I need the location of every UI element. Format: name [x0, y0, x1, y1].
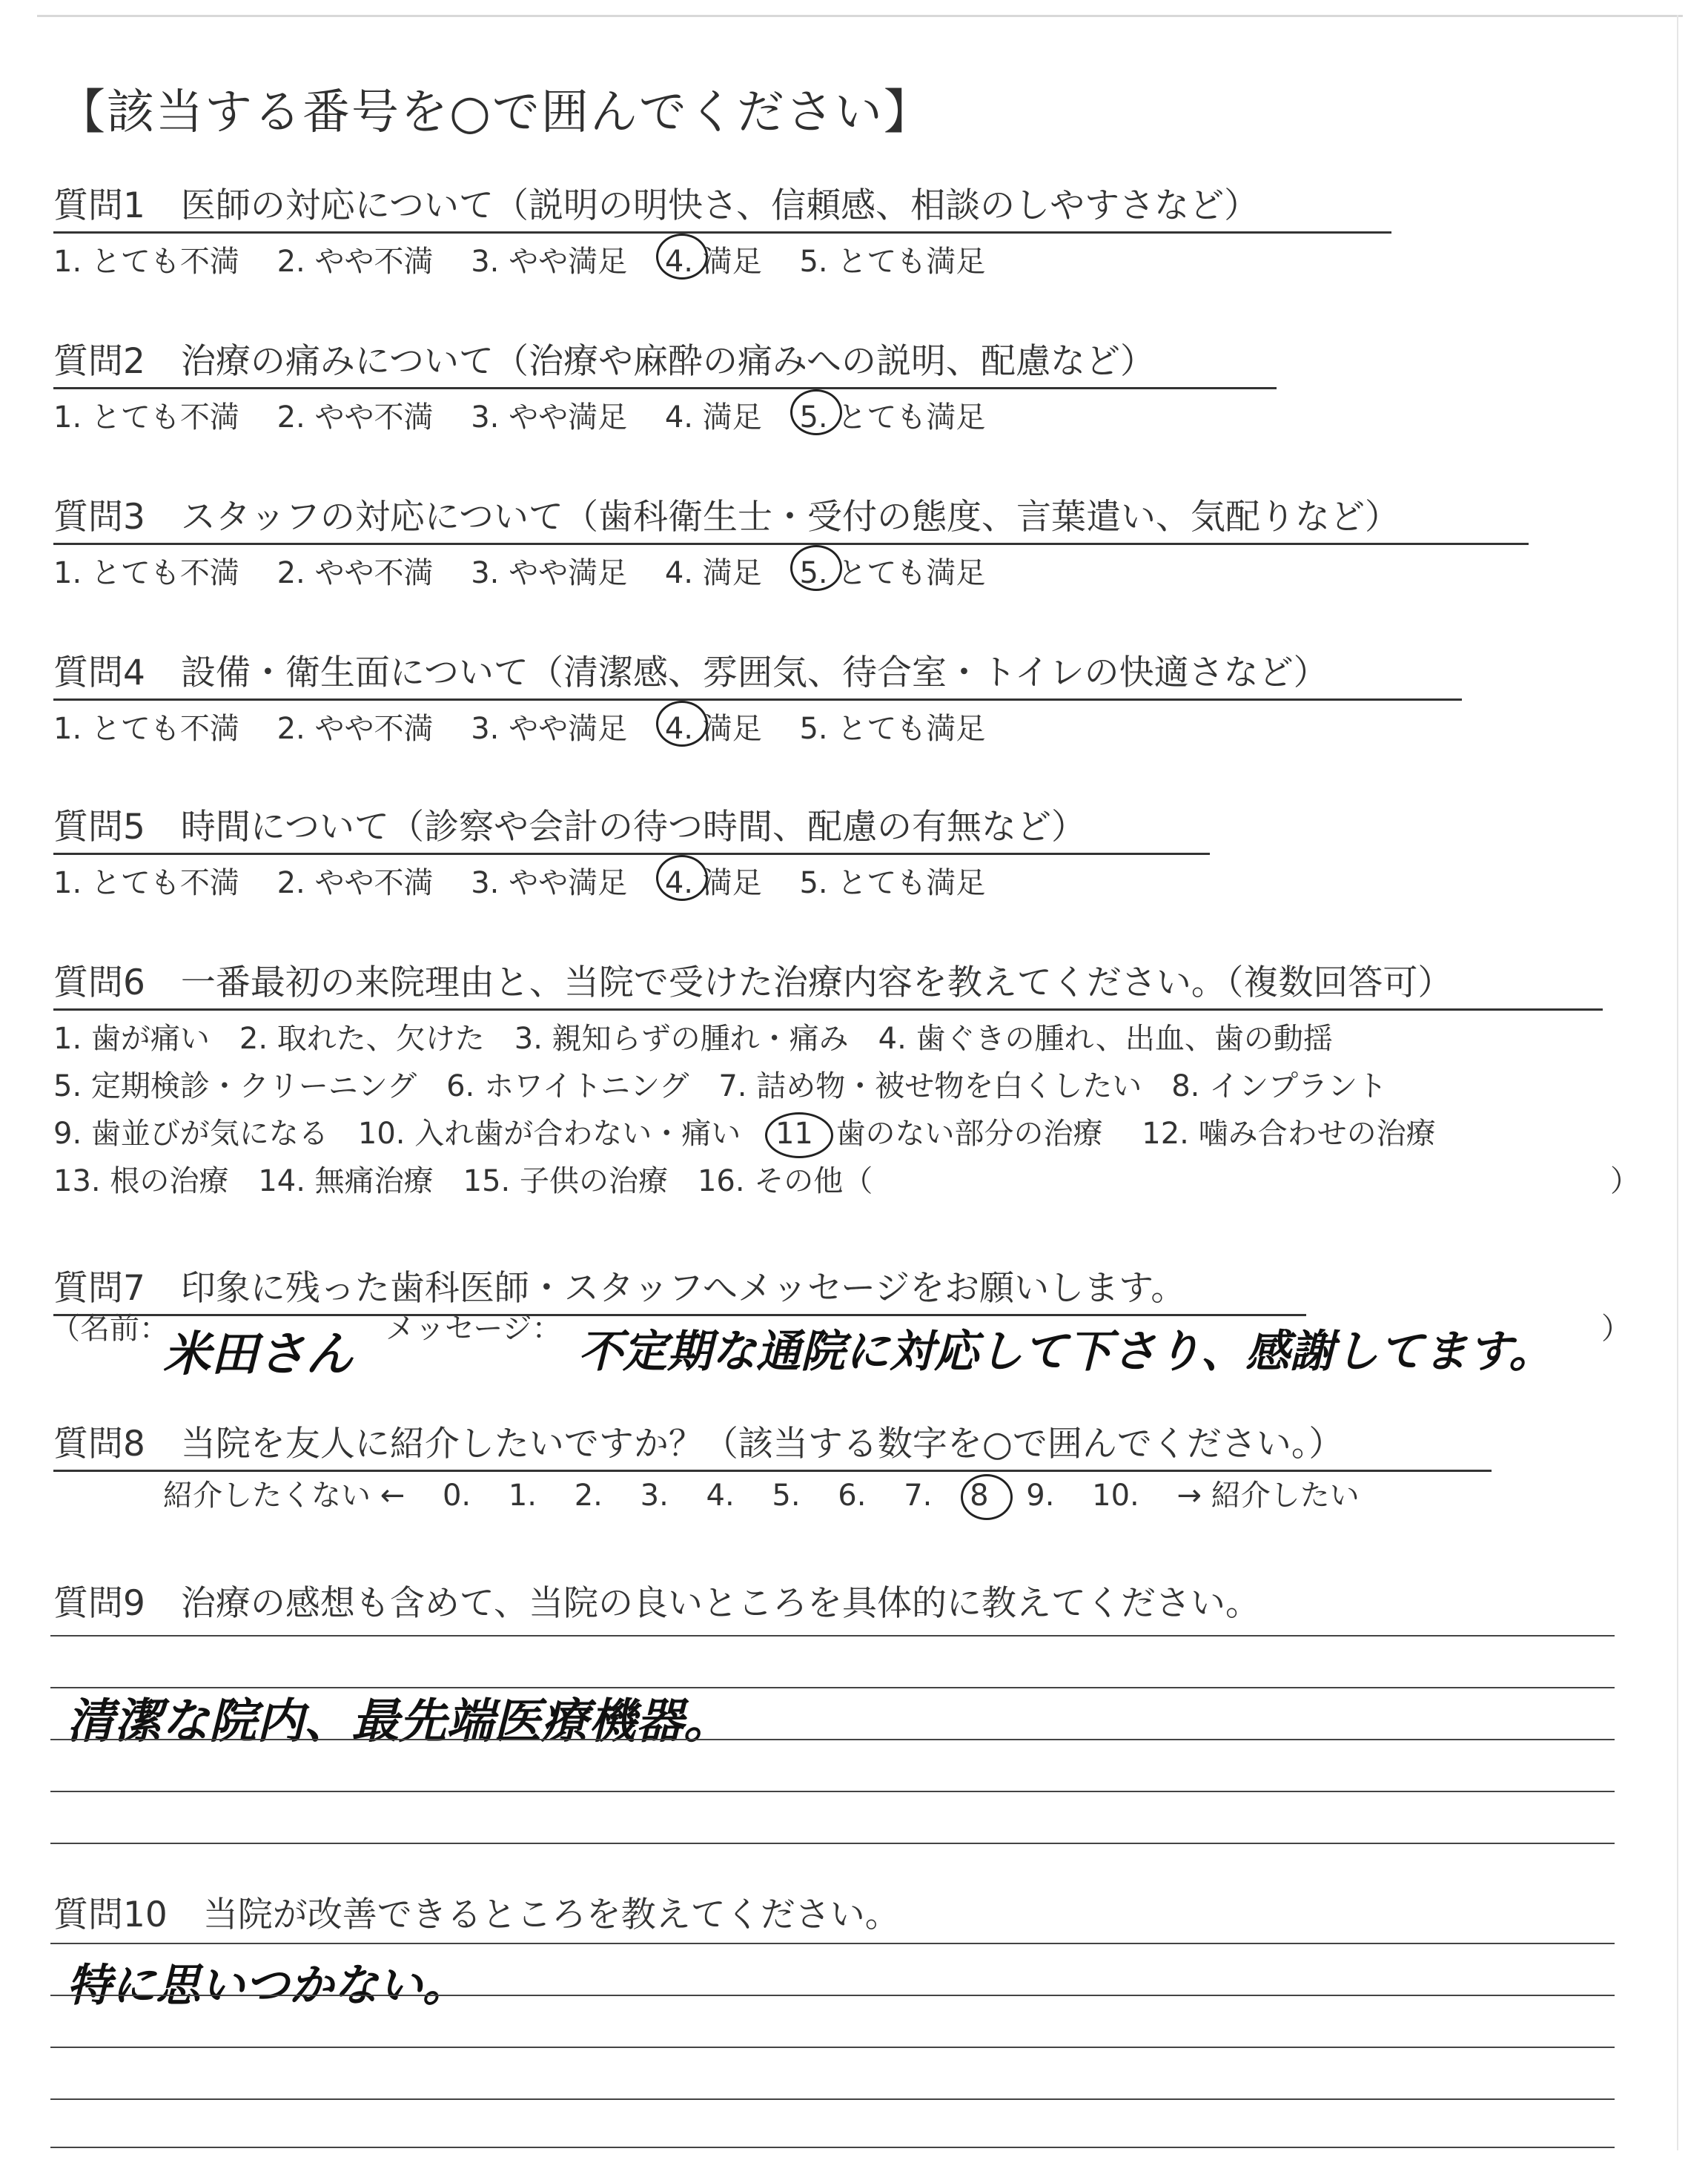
option-4-circled[interactable]: 4. 満足 — [665, 705, 762, 747]
page-edge-right — [1677, 15, 1678, 2150]
question-number: 質問7 — [53, 1268, 145, 1309]
answer-line — [50, 1995, 1615, 1996]
answer-line — [50, 1843, 1615, 1844]
question-number: 質問3 — [53, 497, 145, 538]
answer-line — [50, 2098, 1615, 2100]
message-label-row — [385, 1305, 562, 1347]
q6-option-line-1[interactable]: 1. 歯が痛い 2. 取れた、欠けた 3. 親知らずの腫れ・痛み 4. 歯ぐきの腫れ、出血、歯の動揺 — [53, 1022, 1333, 1056]
option-1[interactable]: 1. とても不満 — [53, 866, 239, 900]
option-3[interactable]: 3. やや満足 — [471, 400, 628, 435]
q6-option-11-text[interactable]: 歯のない部分の治療 — [835, 1117, 1103, 1151]
question-4 — [53, 645, 1655, 747]
answer-options — [53, 238, 1655, 280]
q6-option-line-2[interactable]: 5. 定期検診・クリーニング 6. ホワイトニング 7. 詰め物・被せ物を白くしたい 8. インプラント — [53, 1069, 1388, 1103]
question-4-title — [53, 645, 1328, 699]
scale-10[interactable]: 10. — [1092, 1479, 1139, 1513]
question-9-title — [53, 1576, 1260, 1630]
scale-5[interactable]: 5. — [772, 1479, 801, 1513]
answer-line — [50, 2147, 1615, 2148]
option-2[interactable]: 2. やや不満 — [277, 712, 434, 746]
option-3[interactable]: 3. やや満足 — [471, 866, 628, 900]
option-2[interactable]: 2. やや不満 — [277, 556, 434, 590]
question-6 — [53, 955, 1655, 1205]
question-number: 質問9 — [53, 1583, 145, 1624]
question-number: 質問4 — [53, 653, 145, 693]
question-8 — [53, 1416, 1655, 1470]
q6-options — [53, 1015, 1655, 1205]
handwritten-answer-q10[interactable]: 特に思いつかない。 — [67, 1960, 467, 2012]
question-1 — [53, 178, 1655, 280]
question-text: 設備・衛生面について（清潔感、雰囲気、待合室・トイレの快適さなど） — [180, 653, 1328, 693]
recommend-scale — [163, 1472, 1388, 1514]
message-row — [50, 1305, 169, 1347]
question-7 — [53, 1261, 1655, 1315]
scale-3[interactable]: 3. — [640, 1479, 669, 1513]
option-4-circled[interactable]: 4. 満足 — [665, 859, 762, 902]
option-1[interactable]: 1. とても不満 — [53, 245, 239, 279]
question-text: 治療の痛みについて（治療や麻酔の痛みへの説明、配慮など） — [180, 341, 1156, 382]
q6-option-11-circled[interactable]: 11 — [775, 1117, 813, 1151]
question-3 — [53, 489, 1655, 592]
question-number: 質問5 — [53, 807, 145, 848]
option-5[interactable]: 5. とても満足 — [799, 245, 986, 279]
message-label: メッセージ： — [385, 1312, 562, 1346]
question-number: 質問10 — [53, 1895, 168, 1935]
option-5-circled[interactable]: 5. とても満足 — [799, 394, 985, 436]
question-number: 質問8 — [53, 1424, 145, 1464]
question-2 — [53, 334, 1655, 436]
option-3[interactable]: 3. やや満足 — [471, 245, 628, 279]
scale-7[interactable]: 7. — [904, 1479, 933, 1513]
question-text: 治療の感想も含めて、当院の良いところを具体的に教えてください。 — [180, 1583, 1260, 1624]
option-3[interactable]: 3. やや満足 — [471, 712, 628, 746]
q6-close-paren: ） — [1610, 1164, 1640, 1198]
option-1[interactable]: 1. とても不満 — [53, 712, 239, 746]
question-text: 印象に残った歯科医師・スタッフへメッセージをお願いします。 — [180, 1268, 1186, 1309]
question-3-title — [53, 489, 1400, 544]
question-underline — [53, 698, 1462, 701]
option-5[interactable]: 5. とても満足 — [799, 866, 986, 900]
option-3[interactable]: 3. やや満足 — [471, 556, 628, 590]
question-text: 時間について（診察や会計の待つ時間、配慮の有無など） — [180, 807, 1086, 848]
answer-line — [50, 1791, 1615, 1792]
message-close-paren: ） — [1601, 1312, 1631, 1346]
question-6-title — [53, 955, 1452, 1009]
q6-option-line-4-text[interactable]: 13. 根の治療 14. 無痛治療 15. 子供の治療 16. その他（ — [53, 1164, 873, 1198]
question-text: 医師の対応について（説明の明快さ、信頼感、相談のしやすさなど） — [180, 185, 1260, 226]
scale-6[interactable]: 6. — [838, 1479, 867, 1513]
question-underline — [53, 853, 1210, 855]
question-text: 当院を友人に紹介したいですか？（該当する数字を○で囲んでください。） — [180, 1424, 1344, 1464]
scale-9[interactable]: 9. — [1026, 1479, 1055, 1513]
question-5-title — [53, 799, 1086, 853]
option-2[interactable]: 2. やや不満 — [277, 866, 434, 900]
q6-option-line-4 — [53, 1157, 1655, 1205]
scale-0[interactable]: 0. — [442, 1479, 471, 1513]
option-5[interactable]: 5. とても満足 — [799, 712, 986, 746]
question-text: 当院が改善できるところを教えてください。 — [202, 1895, 900, 1935]
handwritten-message[interactable]: 不定期な通院に対応して下さり、感謝してます。 — [578, 1326, 1554, 1378]
question-number: 質問1 — [53, 185, 145, 226]
answer-options — [53, 549, 1655, 592]
scale-2[interactable]: 2. — [574, 1479, 603, 1513]
q6-option-line-3 — [53, 1110, 1655, 1157]
scale-right-label: → 紹介したい — [1176, 1479, 1360, 1513]
question-10-title — [53, 1887, 900, 1941]
scale-8-circled[interactable]: 8 — [970, 1479, 989, 1513]
handwritten-name[interactable]: 米田さん — [163, 1327, 353, 1382]
option-5-circled[interactable]: 5. とても満足 — [799, 549, 985, 592]
answer-line — [50, 1943, 1615, 1944]
option-1[interactable]: 1. とても不満 — [53, 556, 239, 590]
question-10 — [53, 1887, 1655, 1941]
option-4-circled[interactable]: 4. 満足 — [665, 238, 762, 280]
question-underline — [53, 1008, 1603, 1011]
answer-options — [53, 705, 1655, 747]
question-9 — [53, 1576, 1655, 1630]
question-1-title — [53, 178, 1259, 232]
option-1[interactable]: 1. とても不満 — [53, 400, 239, 435]
question-underline — [53, 231, 1391, 234]
answer-line — [50, 2047, 1615, 2048]
answer-options — [53, 394, 1655, 436]
question-2-title — [53, 334, 1155, 388]
question-number: 質問6 — [53, 962, 145, 1003]
option-4[interactable]: 4. 満足 — [664, 400, 762, 435]
question-5 — [53, 799, 1655, 902]
option-2[interactable]: 2. やや不満 — [277, 400, 434, 435]
question-8-title — [53, 1416, 1343, 1470]
q6-option-12[interactable]: 12. 噛み合わせの治療 — [1142, 1117, 1436, 1151]
answer-line — [50, 1635, 1615, 1636]
question-underline — [53, 387, 1277, 389]
scale-4[interactable]: 4. — [706, 1479, 735, 1513]
option-2[interactable]: 2. やや不満 — [277, 245, 434, 279]
q6-option-line-3-text[interactable]: 9. 歯並びが気になる 10. 入れ歯が合わない・痛い — [53, 1117, 741, 1151]
page-edge-top — [37, 15, 1683, 17]
question-number: 質問2 — [53, 341, 145, 382]
answer-line — [50, 1739, 1615, 1740]
question-7-title — [53, 1261, 1185, 1315]
message-close-row — [1601, 1305, 1631, 1347]
name-label: （名前： — [50, 1312, 169, 1346]
handwritten-answer-q9[interactable]: 清潔な院内、最先端医療機器。 — [67, 1694, 731, 1749]
scale-1[interactable]: 1. — [508, 1479, 537, 1513]
question-text: スタッフの対応について（歯科衛生士・受付の態度、言葉遣い、気配りなど） — [180, 497, 1400, 538]
answer-options — [53, 859, 1655, 902]
question-underline — [53, 543, 1529, 545]
page-heading: 【該当する番号を○で囲んでください】 — [58, 85, 933, 140]
question-text: 一番最初の来院理由と、当院で受けた治療内容を教えてください。（複数回答可） — [180, 962, 1453, 1003]
scale-left-label: 紹介したくない ← — [163, 1479, 406, 1513]
option-4[interactable]: 4. 満足 — [664, 556, 762, 590]
